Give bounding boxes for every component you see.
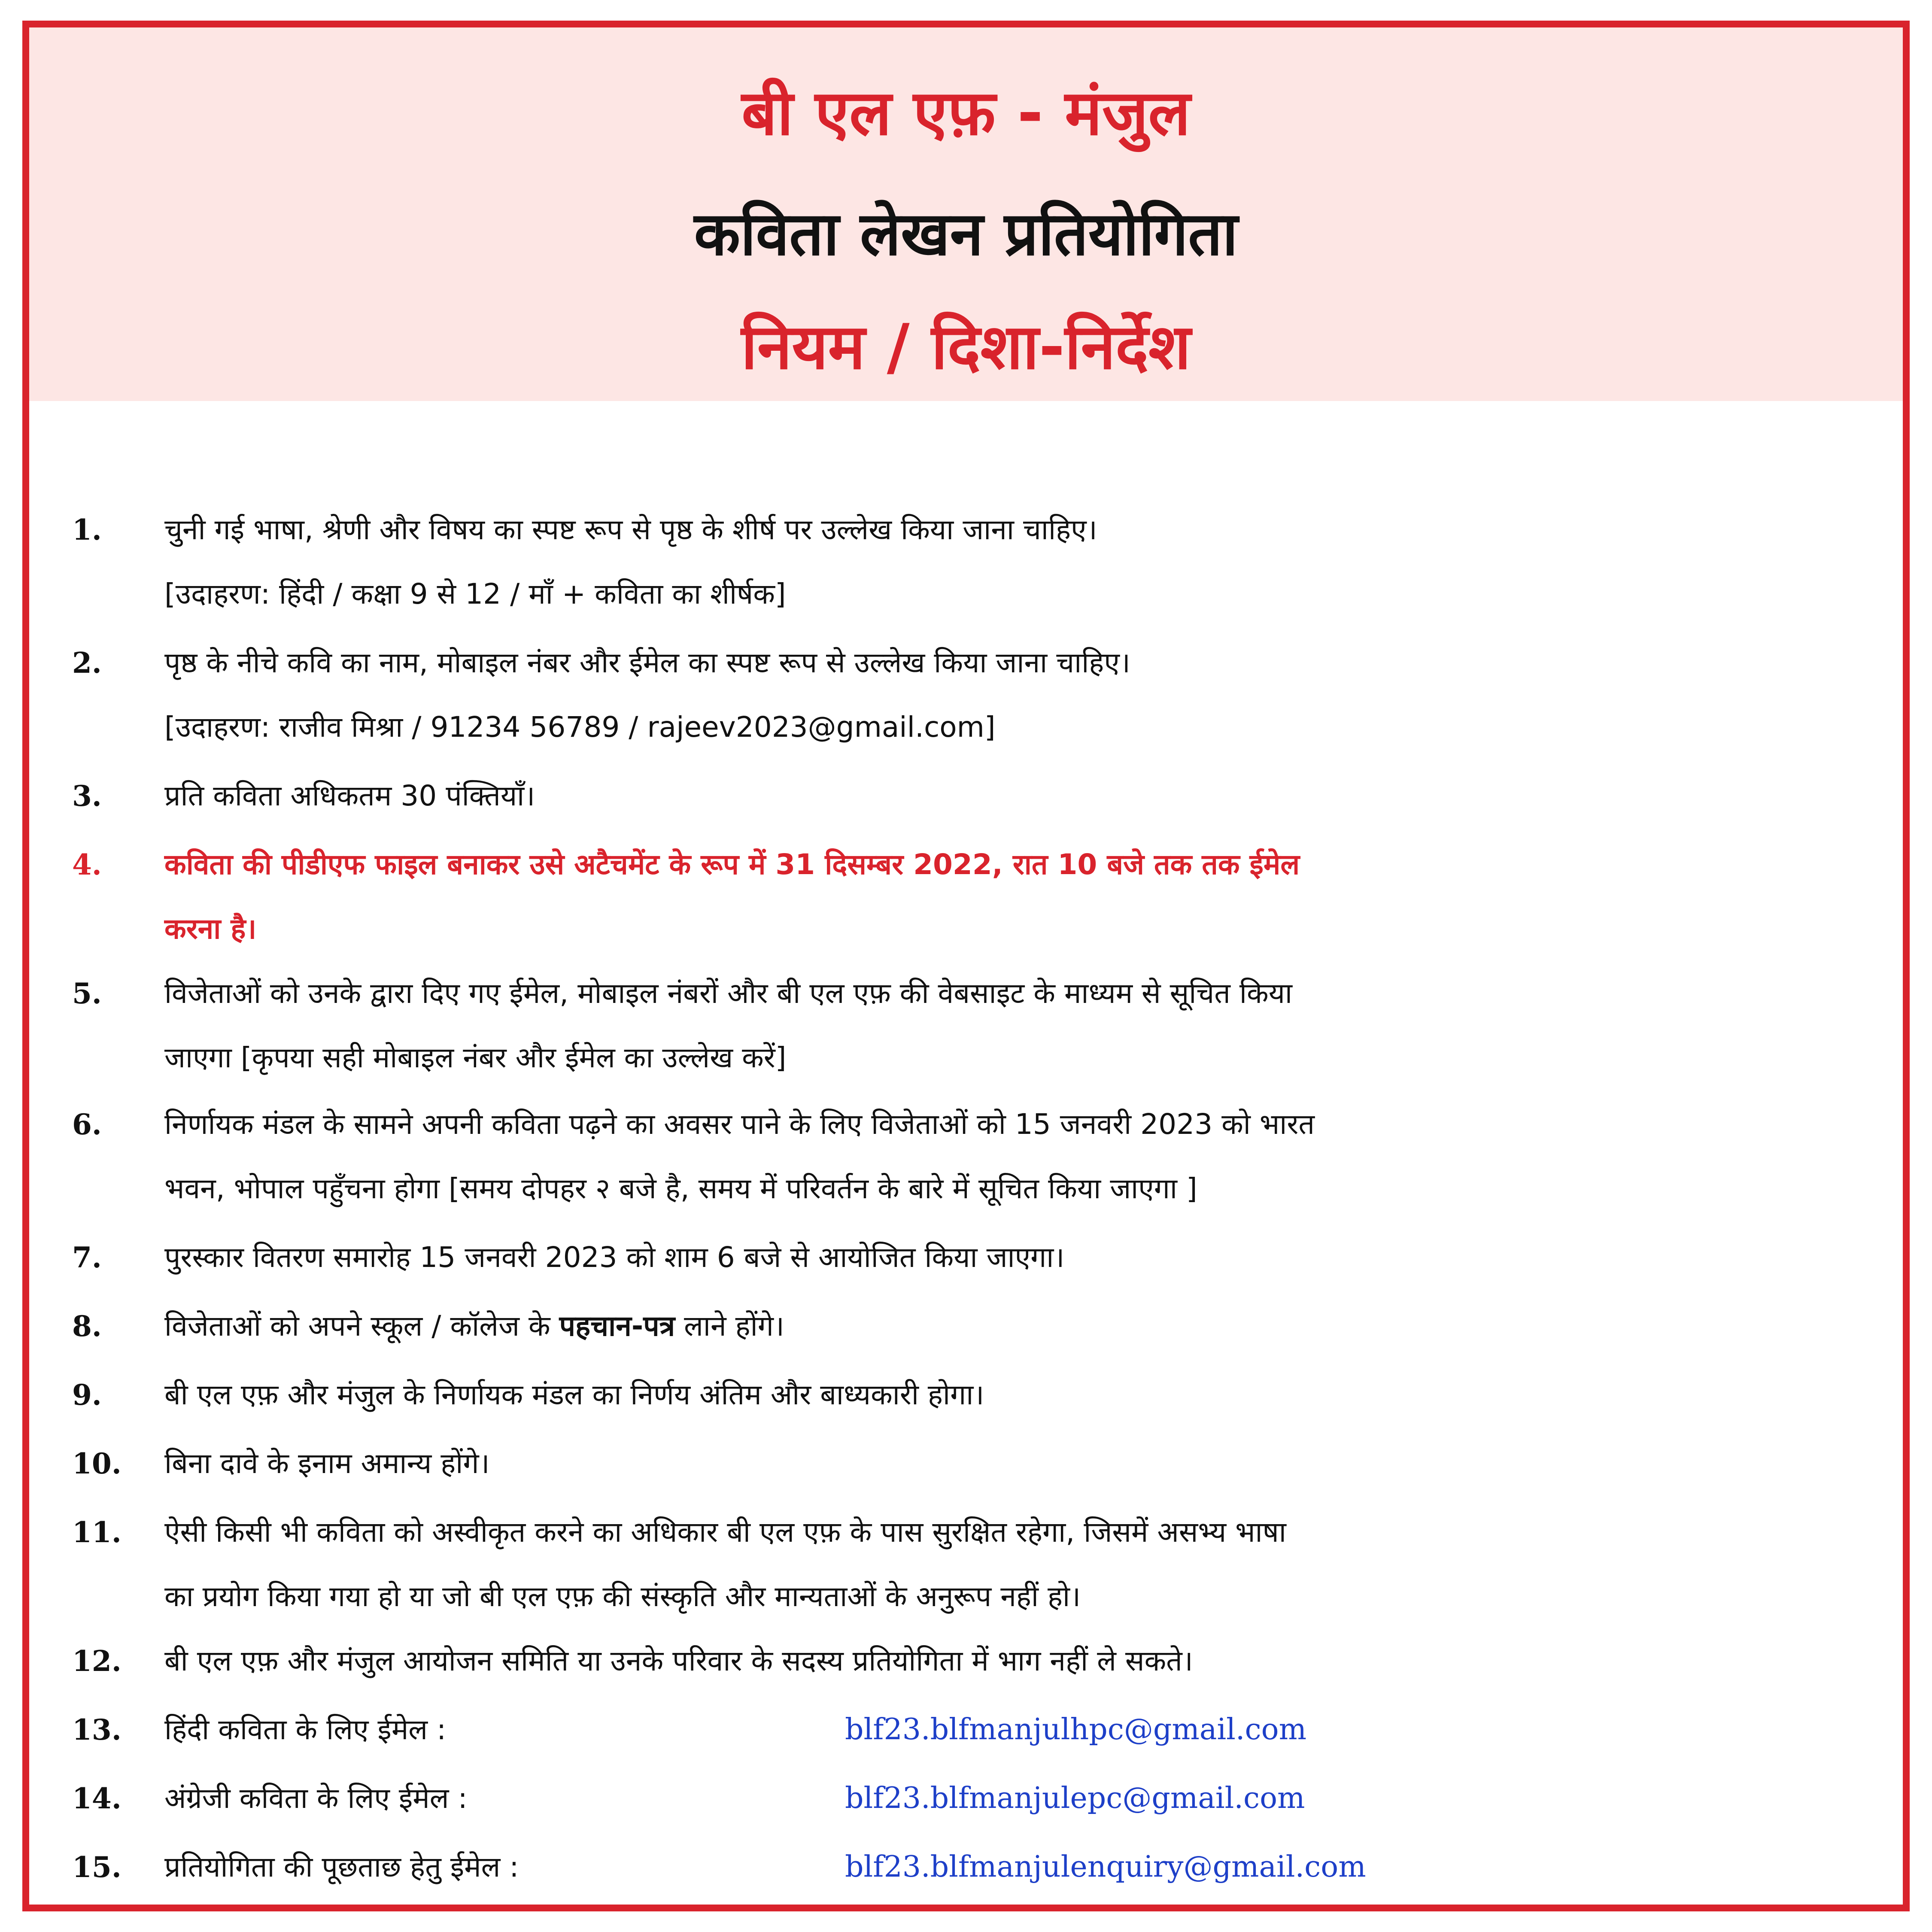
rule-number: 1. <box>72 513 102 547</box>
rule-number: 2. <box>72 646 102 680</box>
rule-line: अंग्रेजी कविता के लिए ईमेल : <box>164 1782 468 1815</box>
rule-line: विजेताओं को उनके द्वारा दिए गए ईमेल, मोबाइल नंबरों और बी एल एफ़ की वेबसाइट के माध्यम से सूचित किया <box>164 977 1293 1010</box>
rule-text <box>164 961 1873 1090</box>
rule-line: बी एल एफ़ और मंजुल के निर्णायक मंडल का निर्णय अंतिम और बाध्यकारी होगा। <box>164 1378 984 1411</box>
hindi-email-link[interactable]: blf23.blfmanjulhpc@gmail.com <box>845 1713 1307 1747</box>
rule-number: 5. <box>72 977 102 1010</box>
rule-text <box>164 631 1873 759</box>
rule-number: 11. <box>72 1516 122 1549</box>
rule-line: बी एल एफ़ और मंजुल आयोजन समिति या उनके परिवार के सदस्य प्रतियोगिता में भाग नहीं ले सकते। <box>164 1644 1193 1677</box>
rule-line: का प्रयोग किया गया हो या जो बी एल एफ़ की संस्कृति और मान्यताओं के अनुरूप नहीं हो। <box>164 1580 1081 1613</box>
page-frame <box>22 21 1910 1911</box>
rule-line-end: लाने होंगे। <box>675 1309 784 1343</box>
rule-example: [उदाहरण: हिंदी / कक्षा 9 से 12 / माँ + कविता का शीर्षक] <box>164 577 786 611</box>
rule-text <box>164 1629 1873 1693</box>
rule-line: हिंदी कविता के लिए ईमेल : <box>164 1713 447 1746</box>
rule-number: 13. <box>72 1713 122 1747</box>
english-email-link[interactable]: blf23.blfmanjulepc@gmail.com <box>845 1781 1305 1815</box>
rule-number: 14. <box>72 1782 122 1815</box>
rule-line: पुरस्कार वितरण समारोह 15 जनवरी 2023 को शाम 6 बजे से आयोजित किया जाएगा। <box>164 1241 1065 1274</box>
rule-line: जाएगा [कृपया सही मोबाइल नंबर और ईमेल का उल्लेख करें] <box>164 1041 787 1074</box>
rule-number: 8. <box>72 1309 102 1343</box>
header-banner <box>29 27 1903 401</box>
rule-text <box>164 1363 1873 1427</box>
rules-heading: नियम / दिशा-निर्देश <box>741 311 1191 383</box>
rule-line: कविता की पीडीएफ फाइल बनाकर उसे अटैचमेंट के रूप में 31 दिसम्बर 2022, रात 10 बजे तक तक ईमेल <box>164 848 1300 881</box>
rule-line: प्रति कविता अधिकतम 30 पंक्तियाँ। <box>164 779 535 812</box>
rule-number: 9. <box>72 1378 102 1412</box>
rule-number: 12. <box>72 1644 122 1678</box>
rule-line: चुनी गई भाषा, श्रेणी और विषय का स्पष्ट रूप से पृष्ठ के शीर्ष पर उल्लेख किया जाना चाहिए। <box>164 513 1097 546</box>
rule-text <box>164 1225 1873 1290</box>
rule-line: पृष्ठ के नीचे कवि का नाम, मोबाइल नंबर और ईमेल का स्पष्ट रूप से उल्लेख किया जाना चाहिए। <box>164 646 1130 679</box>
rule-line: भवन, भोपाल पहुँचना होगा [समय दोपहर २ बजे है, समय में परिवर्तन के बारे में सूचित किया जाएगा ] <box>164 1172 1197 1205</box>
rule-number: 4. <box>72 848 102 881</box>
rule-text <box>164 498 1873 626</box>
rule-line: करना है। <box>164 912 257 945</box>
competition-title: कविता लेखन प्रतियोगिता <box>694 199 1238 269</box>
rule-line: प्रतियोगिता की पूछताछ हेतु ईमेल : <box>164 1850 519 1883</box>
rule-line: ऐसी किसी भी कविता को अस्वीकृत करने का अधिकार बी एल एफ़ के पास सुरक्षित रहेगा, जिसमें असभ्य भाषा <box>164 1516 1286 1549</box>
rule-line: निर्णायक मंडल के सामने अपनी कविता पढ़ने का अवसर पाने के लिए विजेताओं को 15 जनवरी 2023 को भारत <box>164 1108 1315 1141</box>
id-card-emphasis: पहचान-पत्र <box>559 1309 675 1343</box>
rule-example: [उदाहरण: राजीव मिश्रा / 91234 56789 / rajeev2023@gmail.com] <box>164 711 996 744</box>
rule-text <box>164 1092 1873 1221</box>
rule-number: 10. <box>72 1447 122 1480</box>
rule-number: 7. <box>72 1241 102 1274</box>
rule-text <box>164 1500 1873 1629</box>
rule-text <box>164 1431 1873 1496</box>
rule-line: बिना दावे के इनाम अमान्य होंगे। <box>164 1447 490 1480</box>
rule-text <box>164 1294 1873 1358</box>
organizer-title: बी एल एफ़ - मंजुल <box>741 77 1191 149</box>
rule-text <box>164 764 1873 828</box>
rule-text <box>164 832 1873 961</box>
rule-number: 3. <box>72 779 102 813</box>
rule-number: 15. <box>72 1850 122 1884</box>
rule-number: 6. <box>72 1108 102 1141</box>
rule-line-start: विजेताओं को अपने स्कूल / कॉलेज के <box>164 1309 559 1343</box>
enquiry-email-link[interactable]: blf23.blfmanjulenquiry@gmail.com <box>845 1850 1366 1884</box>
